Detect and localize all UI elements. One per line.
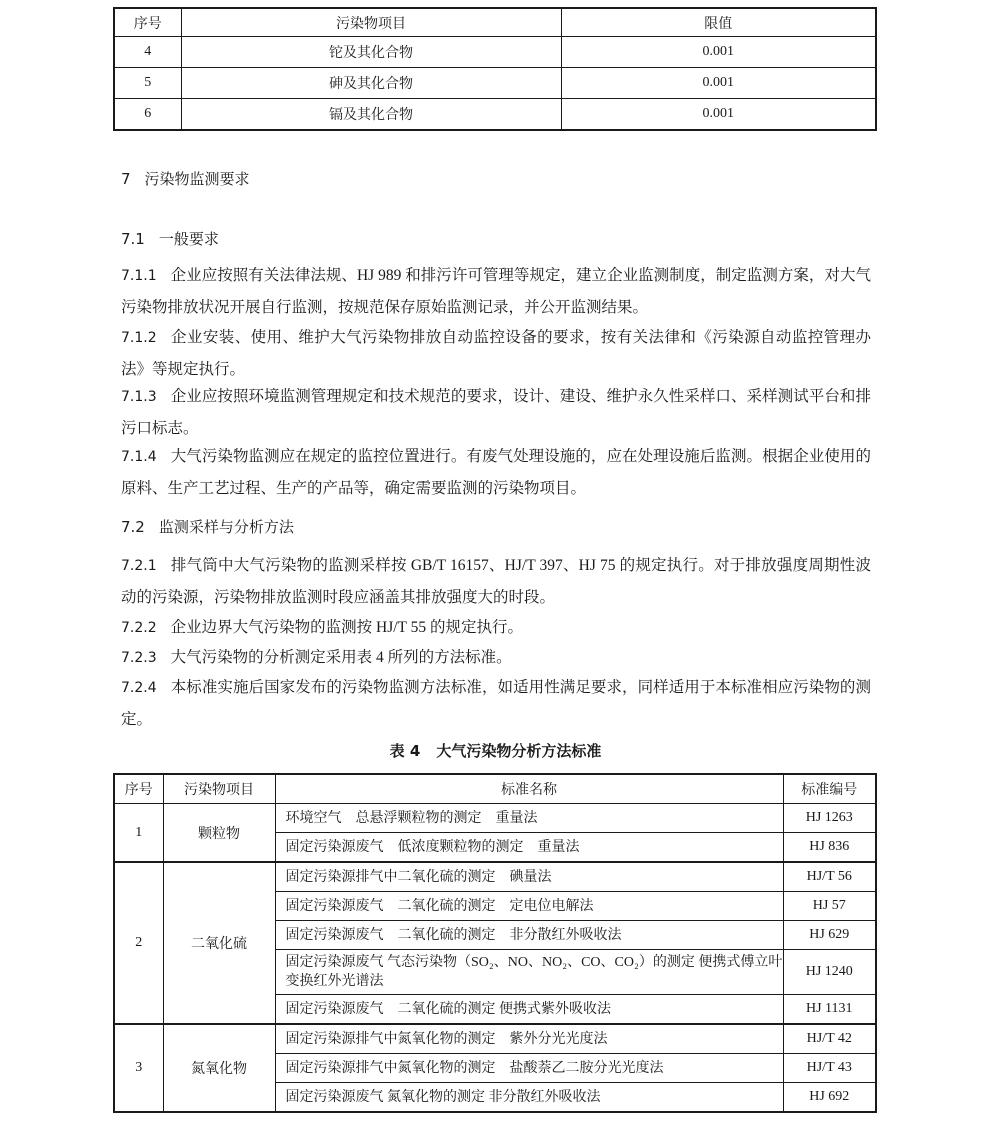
cell-no: 6 xyxy=(114,99,181,131)
cell-standard-name: 固定污染源排气中二氧化硫的测定 碘量法 xyxy=(275,862,783,892)
subsection-heading-7-2 xyxy=(121,516,294,537)
table-row xyxy=(114,804,876,833)
table-row xyxy=(114,37,876,68)
header-limit: 限值 xyxy=(561,8,876,37)
header-standard-code: 标准编号 xyxy=(783,774,876,804)
table-header-row xyxy=(114,8,876,37)
cell-limit: 0.001 xyxy=(561,37,876,68)
clause-7-2-2 xyxy=(121,612,871,644)
table-row xyxy=(114,99,876,131)
clause-number: 7.1.1 xyxy=(121,268,157,284)
header-standard-name: 标准名称 xyxy=(275,774,783,804)
cell-item: 铊及其化合物 xyxy=(181,37,561,68)
subsection-number: 7.2 xyxy=(121,518,145,536)
clause-number: 7.2.2 xyxy=(121,620,157,636)
cell-standard-code: HJ 57 xyxy=(783,892,876,921)
table-row xyxy=(114,862,876,892)
clause-number: 7.1.2 xyxy=(121,330,157,346)
clause-7-1-2 xyxy=(121,322,871,385)
cell-item: 颗粒物 xyxy=(163,804,275,863)
cell-no: 3 xyxy=(114,1024,163,1112)
cell-standard-code: HJ/T 56 xyxy=(783,862,876,892)
cell-standard-name: 环境空气 总悬浮颗粒物的测定 重量法 xyxy=(275,804,783,833)
table-row xyxy=(114,1024,876,1054)
clause-number: 7.1.3 xyxy=(121,389,157,405)
analysis-methods-table xyxy=(113,773,877,1113)
subsection-title: 一般要求 xyxy=(158,230,219,248)
subsection-heading-7-1 xyxy=(121,228,219,249)
cell-standard-name: 固定污染源排气中氮氧化物的测定 盐酸萘乙二胺分光光度法 xyxy=(275,1054,783,1083)
section-heading-7 xyxy=(121,168,250,189)
header-no: 序号 xyxy=(114,774,163,804)
cell-standard-code: HJ 1263 xyxy=(783,804,876,833)
cell-standard-name: 固定污染源废气 低浓度颗粒物的测定 重量法 xyxy=(275,833,783,863)
table-caption-number: 表 4 xyxy=(389,742,421,760)
table-caption-title: 大气污染物分析方法标准 xyxy=(436,742,602,760)
cell-standard-code: HJ 836 xyxy=(783,833,876,863)
clause-text: 企业边界大气污染物的监测按 HJ/T 55 的规定执行。 xyxy=(170,619,523,636)
cell-standard-code: HJ 1240 xyxy=(783,950,876,995)
cell-standard-name: 固定污染源废气 二氧化硫的测定 便携式紫外吸收法 xyxy=(275,995,783,1025)
clause-text: 本标准实施后国家发布的污染物监测方法标准，如适用性满足要求，同样适用于本标准相应污染物的测定。 xyxy=(121,679,871,728)
clause-number: 7.2.1 xyxy=(121,558,157,574)
cell-standard-code: HJ 692 xyxy=(783,1083,876,1113)
table-header-row xyxy=(114,774,876,804)
clause-text: 大气污染物的分析测定采用表 4 所列的方法标准。 xyxy=(170,649,512,666)
clause-7-2-3 xyxy=(121,642,871,674)
cell-standard-code: HJ/T 43 xyxy=(783,1054,876,1083)
cell-standard-code: HJ 629 xyxy=(783,921,876,950)
cell-standard-name: 固定污染源废气 氮氧化物的测定 非分散红外吸收法 xyxy=(275,1083,783,1113)
cell-standard-code: HJ 1131 xyxy=(783,995,876,1025)
section-number: 7 xyxy=(121,170,131,188)
cell-standard-name: 固定污染源废气 二氧化硫的测定 定电位电解法 xyxy=(275,892,783,921)
clause-text: 企业应按照环境监测管理规定和技术规范的要求，设计、建设、维护永久性采样口、采样测试平台和排污口标志。 xyxy=(121,388,871,437)
clause-text: 企业安装、使用、维护大气污染物排放自动监控设备的要求，按有关法律和《污染源自动监控管理办法》等规定执行。 xyxy=(121,329,871,378)
table-caption xyxy=(0,740,991,761)
cell-no: 2 xyxy=(114,862,163,1024)
cell-no: 4 xyxy=(114,37,181,68)
header-no: 序号 xyxy=(114,8,181,37)
cell-standard-code: HJ/T 42 xyxy=(783,1024,876,1054)
cell-limit: 0.001 xyxy=(561,99,876,131)
section-title: 污染物监测要求 xyxy=(144,170,250,188)
clause-number: 7.2.3 xyxy=(121,650,157,666)
clause-text: 排气筒中大气污染物的监测采样按 GB/T 16157、HJ/T 397、HJ 75 的规定执行。对于排放强度周期性波动的污染源，污染物排放监测时段应涵盖其排放强度大的时段。 xyxy=(121,557,871,606)
clause-number: 7.2.4 xyxy=(121,680,157,696)
cell-item: 砷及其化合物 xyxy=(181,68,561,99)
clause-7-1-1 xyxy=(121,260,871,323)
table-row xyxy=(114,68,876,99)
clause-7-2-1 xyxy=(121,550,871,613)
cell-standard-name: 固定污染源废气 二氧化硫的测定 非分散红外吸收法 xyxy=(275,921,783,950)
clause-text: 大气污染物监测应在规定的监控位置进行。有废气处理设施的，应在处理设施后监测。根据企业使用的原料、生产工艺过程、生产的产品等，确定需要监测的污染物项目。 xyxy=(121,448,871,497)
header-item: 污染物项目 xyxy=(181,8,561,37)
clause-text: 企业应按照有关法律法规、HJ 989 和排污许可管理等规定，建立企业监测制度，制定监测方案，对大气污染物排放状况开展自行监测，按规范保存原始监测记录，并公开监测结果。 xyxy=(121,267,871,316)
cell-standard-name: 固定污染源废气 气态污染物（SO₂、NO、NO₂、CO、CO₂）的测定 便携式傅立叶变换红外光谱法 xyxy=(275,950,783,995)
clause-7-2-4 xyxy=(121,672,871,735)
cell-no: 5 xyxy=(114,68,181,99)
clause-7-1-3 xyxy=(121,381,871,444)
clause-number: 7.1.4 xyxy=(121,449,157,465)
cell-item: 氮氧化物 xyxy=(163,1024,275,1112)
cell-no: 1 xyxy=(114,804,163,863)
subsection-number: 7.1 xyxy=(121,230,145,248)
cell-item: 二氧化硫 xyxy=(163,862,275,1024)
limits-table xyxy=(113,7,877,131)
cell-limit: 0.001 xyxy=(561,68,876,99)
subsection-title: 监测采样与分析方法 xyxy=(158,518,294,536)
clause-7-1-4 xyxy=(121,441,871,504)
cell-standard-name: 固定污染源排气中氮氧化物的测定 紫外分光光度法 xyxy=(275,1024,783,1054)
cell-item: 镉及其化合物 xyxy=(181,99,561,131)
header-item: 污染物项目 xyxy=(163,774,275,804)
